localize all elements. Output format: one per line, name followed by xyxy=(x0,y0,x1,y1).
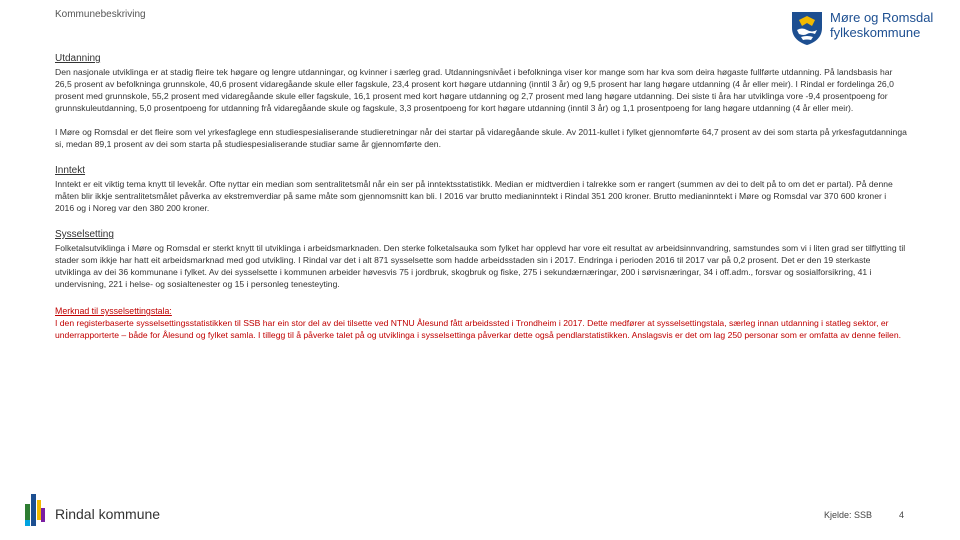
county-logo-text xyxy=(830,10,933,40)
main-content xyxy=(55,53,907,341)
county-logo xyxy=(790,10,933,46)
paragraph-inntekt-1: Inntekt er eit viktig tema knytt til levekår. Ofte nyttar ein median som sentralitetsmål når ein ser på inntektsstatistikk. Median er midtverdien i talrekke som er rangert (summen av dei to delt på to om det er partal). På denne måten blir ikkje sentralitetsmålet påverka av ekstremverdiar på same måte som gjennomsnitt kan bli. I 2016 var brutto medianinntekt i Rindal 351 200 kroner. Brutto medianinntekt i Møre og Romsdal var 370 600 kroner i 2016 og i Noreg var den 380 200 kroner. xyxy=(55,179,893,213)
section-heading-utdanning: Utdanning xyxy=(55,53,101,64)
paragraph-utdanning-1: Den nasjonale utviklinga er at stadig fleire tek høgare og lengre utdanningar, og kvinner i særleg grad. Utdanningsnivået i befolkninga viser kor mange som har kva som deira høgaste fullførte utdanning. På landsbasis har 26,5 prosent av befolkninga grunnskole, 40,6 prosent vidaregåande skule eller fagskule, 23,4 prosent kort høgare utdanning (inntil 3 år) og 9,5 prosent har lang høgare utdanning (4 år eller meir). I Rindal er fordelinga 26,0 prosent med grunnskole, 55,2 prosent med vidaregåande skule eller fagskule, 16,1 prosent med kort høgare utdanning og 2,7 prosent med lang høgare utdanning. Dei siste ti åra har utviklinga vore -9,4 prosentpoeng for grunnskuleutdanning, 5,0 prosentpoeng for utdanning frå vidaregåande skule og fagskule, 3,3 prosentpoeng for kort høgare utdanning (inntil 3 år) og 1,1 prosentpoeng for lang høgare utdanning (4 år eller meir). xyxy=(55,67,894,113)
section-heading-sysselsetting: Sysselsetting xyxy=(55,229,114,240)
note-paragraph: I den registerbaserte sysselsettingsstatistikken til SSB har ein stor del av dei tilsette ved NTNU Ålesund fått arbeidssted i Trondheim i 2017. Dette medfører at sysselsettingstala, særleg innan utdanning i statleg sektor, er underrapporterte – både for Ålesund og fylket samla. I tillegg til å påverke talet på og utviklinga i sysselsettinga påverkar dette også pendlarstatistikken. Anslagsvis er det om lag 250 personar som er omfatta av denne feilen. xyxy=(55,318,902,340)
municipality-logo-icon xyxy=(25,494,45,526)
county-logo-line2: fylkeskommune xyxy=(830,25,921,40)
paragraph-utdanning-2: I Møre og Romsdal er det fleire som vel yrkesfaglege enn studiespesialiserande studieretningar når dei startar på vidaregåande skule. Av 2011-kullet i fylket gjennomførte 64,7 prosent av dei som starta på yrkesfagutdanninga si, medan 89,1 prosent av dei som starta på studiespesialiserande studiar same år gjennomførte den. xyxy=(55,127,907,149)
county-shield-icon xyxy=(790,10,824,46)
note-heading: Merknad til sysselsettingstala: xyxy=(55,306,172,316)
footer-municipality-name: Rindal kommune xyxy=(55,506,161,522)
page-header-title: Kommunebeskriving xyxy=(55,9,146,20)
county-logo-line1: Møre og Romsdal xyxy=(830,10,934,25)
page-number: 4 xyxy=(899,510,905,520)
paragraph-sysselsetting-1: Folketalsutviklinga i Møre og Romsdal er sterkt knytt til utviklinga i arbeidsmarknaden. Den sterke folketalsauka som fylket har opplevd har vore eit resultat av arbeidsinnvandring, samstundes som vi i liten grad ser tilflytting til stader som ikkje har hatt eit arbeidsmarknad med god utvikling. I Rindal var det i alt 871 sysselsette som hadde arbeidsstaden sin i 2017. Endringa i perioden 2016 til 2017 var på 0,2 prosent. Det er den 19 sterkaste utviklinga av dei 36 kommunane i fylket. Av dei sysselsette i kommunen arbeider høvesvis 75 i jordbruk, skogbruk og fiske, 275 i sekundærnæringar, 200 i sørvisnæringar, 34 i off.adm., forsvar og sosialforsikring, 41 i undervisning, 221 i helse- og sosialtenester og 15 i personleg tenesteyting. xyxy=(55,243,906,289)
footer-source: Kjelde: SSB xyxy=(824,510,873,520)
section-heading-inntekt: Inntekt xyxy=(55,165,86,176)
